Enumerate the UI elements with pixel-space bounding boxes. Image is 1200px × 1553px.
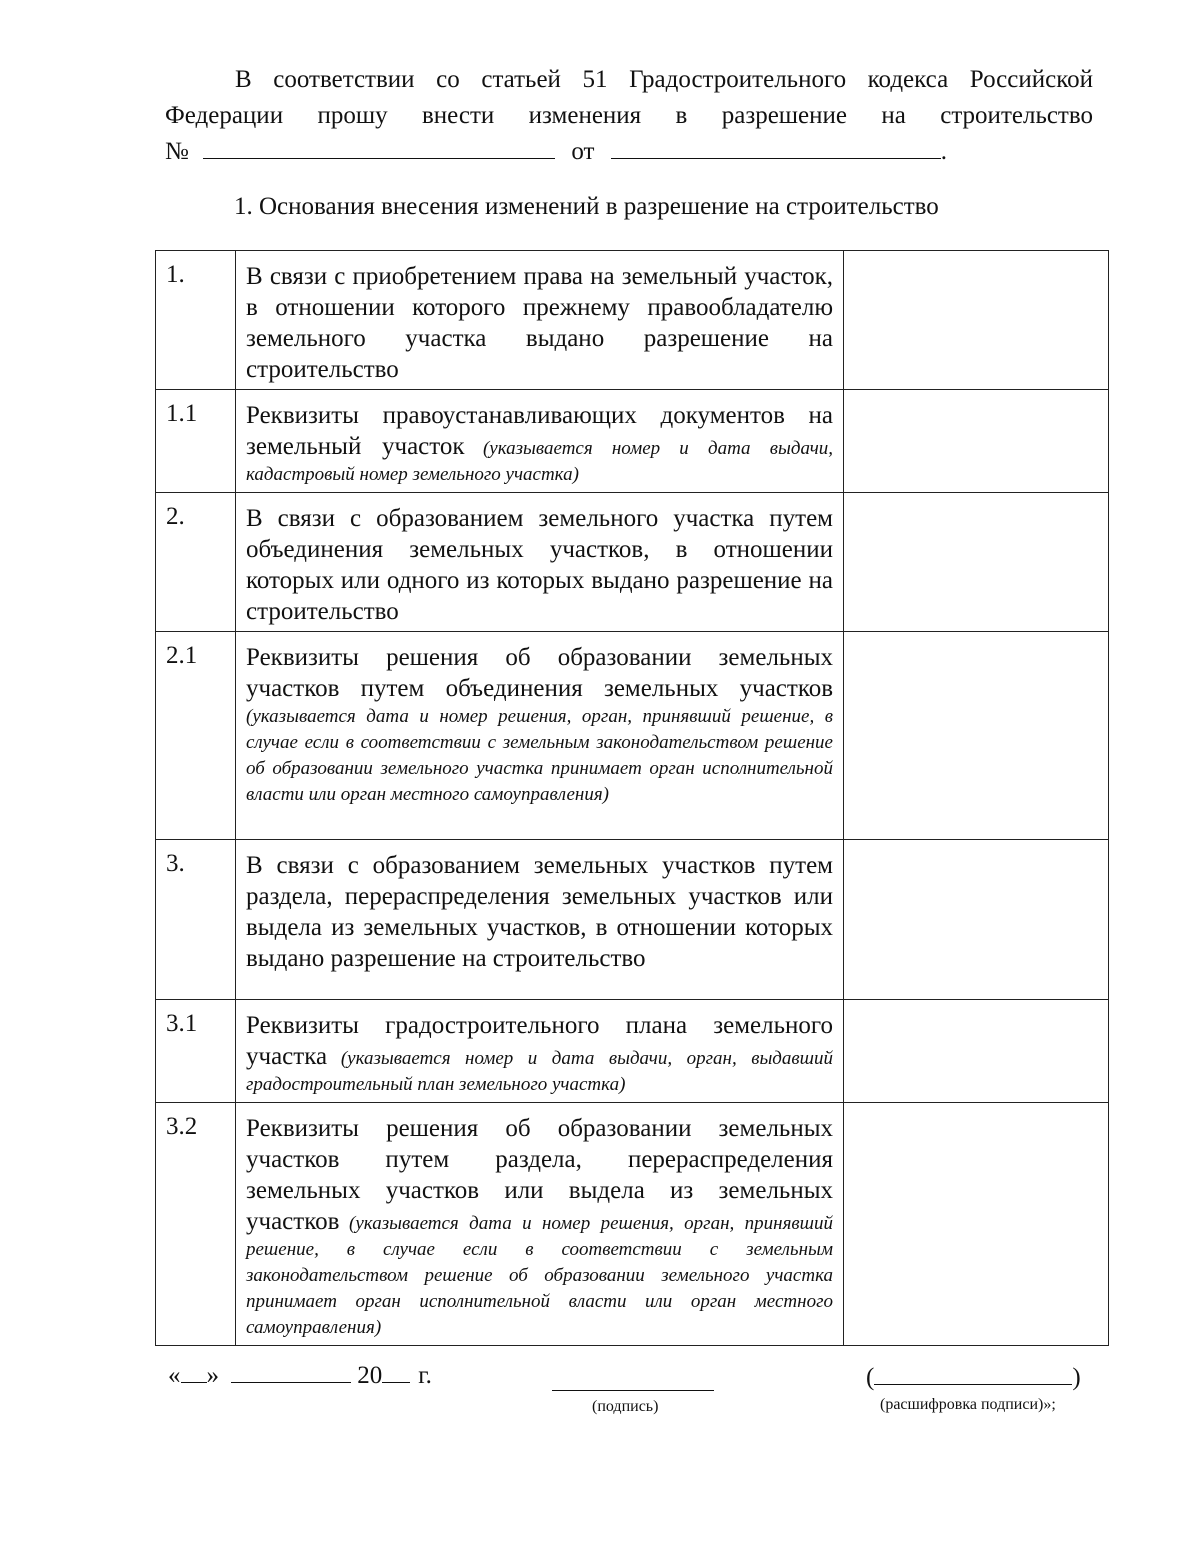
row-number: 1. (156, 251, 236, 390)
open-paren: ( (866, 1364, 875, 1391)
row-value-cell[interactable] (844, 632, 1109, 840)
row-description (236, 390, 844, 493)
row-text: Реквизиты решения об образовании земельных участков путем раздела, перераспределения земельных участков или выдела из земельных участков (246, 1115, 833, 1235)
row-number: 3. (156, 840, 236, 1000)
row-value-cell[interactable] (844, 840, 1109, 1000)
row-value-cell[interactable] (844, 1103, 1109, 1346)
decode-caption: (расшифровка подписи)»; (880, 1396, 1056, 1413)
row-description (236, 493, 844, 632)
year-field[interactable] (382, 1362, 410, 1383)
row-text: Реквизиты правоустанавливающих документов на земельный участок (246, 402, 833, 460)
intro-line-1: В соответствии со статьей 51 Градостроительного кодекса Российской (235, 66, 1093, 93)
intro-paragraph (165, 62, 1093, 170)
number-sign: № (165, 138, 189, 165)
signature-caption: (подпись) (592, 1398, 659, 1415)
section-title: 1. Основания внесения изменений в разрешение на строительство (234, 193, 939, 220)
row-number: 2. (156, 493, 236, 632)
row-description (236, 632, 844, 840)
permit-date-field[interactable] (611, 136, 941, 159)
row-value-cell[interactable] (844, 251, 1109, 390)
row-note: (указывается номер и дата выдачи, кадастровый номер земельного участка) (246, 438, 834, 485)
intro-line-3 (165, 134, 1093, 170)
row-value-cell[interactable] (844, 493, 1109, 632)
table-row (156, 840, 1109, 1000)
signature-footer (0, 1362, 1200, 1422)
row-number: 2.1 (156, 632, 236, 840)
day-field[interactable] (181, 1362, 207, 1383)
row-value-cell[interactable] (844, 1000, 1109, 1103)
date-block (168, 1362, 432, 1390)
intro-line-2: Федерации прошу внести изменения в разрешение на строительство (165, 102, 1093, 129)
row-text: Реквизиты градостроительного плана земельного участка (246, 1012, 833, 1070)
table-row (156, 493, 1109, 632)
intro-period: . (940, 138, 947, 165)
row-number: 3.1 (156, 1000, 236, 1103)
open-quote: « (168, 1362, 181, 1389)
table-row (156, 390, 1109, 493)
row-text: В связи с приобретением права на земельный участок, в отношении которого прежнему правообладателю земельного участка выдано разрешение на строительство (246, 263, 833, 383)
row-text: В связи с образованием земельного участка путем объединения земельных участков, в отношении которых или одного из которых выдано разрешение на строительство (246, 505, 833, 625)
row-note: (указывается дата и номер решения, орган, принявший решение, в случае если в соответствии с земельным законодательством решение об образовании земельного участка принимает орган исполнительной власти или орган местного самоуправления) (246, 1213, 833, 1338)
row-number: 3.2 (156, 1103, 236, 1346)
signature-decode-field[interactable] (874, 1362, 1072, 1385)
month-field[interactable] (231, 1362, 351, 1383)
table-row (156, 632, 1109, 840)
table-row (156, 251, 1109, 390)
row-description (236, 1000, 844, 1103)
table-row (156, 1000, 1109, 1103)
grounds-table (155, 250, 1109, 1346)
from-word: от (571, 138, 595, 165)
row-description (236, 840, 844, 1000)
permit-number-field[interactable] (203, 136, 555, 159)
year-century: 20 (357, 1362, 383, 1389)
row-number: 1.1 (156, 390, 236, 493)
close-quote: » (206, 1362, 219, 1389)
row-description (236, 251, 844, 390)
signature-field[interactable] (552, 1390, 714, 1391)
row-value-cell[interactable] (844, 390, 1109, 493)
row-description (236, 1103, 844, 1346)
signature-decode-block (866, 1362, 1081, 1392)
row-note: (указывается номер и дата выдачи, орган, выдавший градостроительный план земельного участка) (246, 1048, 834, 1095)
row-note: (указывается дата и номер решения, орган, принявший решение, в случае если в соответствии с земельным законодательством решение об образовании земельного участка принимает орган исполнительной власти или орган местного самоуправления) (246, 706, 833, 805)
year-suffix: г. (418, 1362, 432, 1389)
row-text: В связи с образованием земельных участков путем раздела, перераспределения земельных участков или выдела из земельных участков, в отношении которых выдано разрешение на строительство (246, 852, 833, 972)
table-row (156, 1103, 1109, 1346)
row-text: Реквизиты решения об образовании земельных участков путем объединения земельных участков (246, 644, 833, 702)
close-paren: ) (1072, 1364, 1081, 1391)
